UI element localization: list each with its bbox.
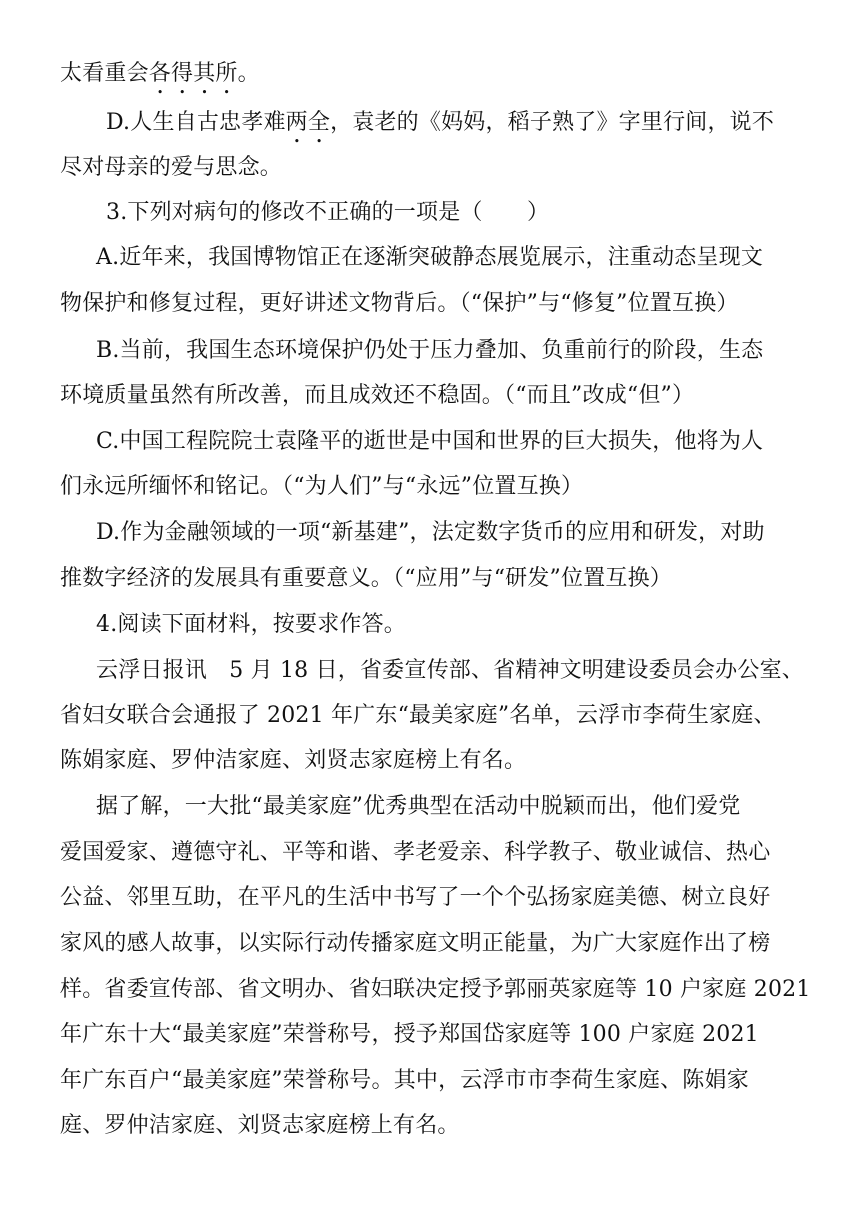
question-3-option-c-line-2: 们永远所缅怀和铭记。（“为人们”与“永远”位置互换）	[60, 474, 584, 499]
question-4-stem: 4.阅读下面材料，按要求作答。	[96, 612, 406, 637]
item-d-line-2: 尽对母亲的爱与思念。	[60, 155, 283, 180]
passage-p2-line-3: 公益、邻里互助，在平凡的生活中书写了一个个弘扬家庭美德、树立良好	[60, 885, 771, 910]
question-3-option-c-line-1: C.中国工程院院士袁隆平的逝世是中国和世界的巨大损失，他将为人	[96, 429, 764, 454]
item-c-tail-dotted: 各得其所	[148, 61, 238, 86]
question-3-option-b-line-2: 环境质量虽然有所改善，而且成效还不稳固。（“而且”改成“但”）	[60, 383, 695, 408]
passage-p1-line-3: 陈娟家庭、罗仲洁家庭、刘贤志家庭榜上有名。	[60, 748, 527, 773]
question-3-stem: 3.下列对病句的修改不正确的一项是（ ）	[106, 200, 550, 225]
item-c-tail-pre: 太看重会	[60, 61, 149, 86]
question-3-option-d-line-2: 推数字经济的发展具有重要意义。（“应用”与“研发”位置互换）	[60, 566, 672, 591]
passage-p1-line-1: 云浮日报讯 5 月 18 日，省委宣传部、省精神文明建设委员会办公室、	[96, 658, 804, 683]
item-d-line1-dotted: 两全	[285, 110, 331, 135]
item-d-line-1	[106, 108, 774, 148]
item-d-line1-pre: D.人生自古忠孝难	[106, 110, 286, 135]
item-c-tail-post: 。	[237, 61, 260, 86]
question-3-option-d-line-1: D.作为金融领域的一项“新基建”，法定数字货币的应用和研发，对助	[96, 520, 765, 545]
passage-p2-line-1: 据了解，一大批“最美家庭”优秀典型在活动中脱颖而出，他们爱党	[96, 794, 741, 819]
passage-p2-line-4: 家风的感人故事，以实际行动传播家庭文明正能量，为广大家庭作出了榜	[60, 931, 771, 956]
passage-p2-line-6: 年广东十大“最美家庭”荣誉称号，授予郑国岱家庭等 100 户家庭 2021	[60, 1022, 759, 1047]
passage-p2-line-5: 样。省委宣传部、省文明办、省妇联决定授予郭丽英家庭等 10 户家庭 2021	[60, 977, 811, 1002]
question-3-option-a-line-1: A.近年来，我国博物馆正在逐渐突破静态展览展示，注重动态呈现文	[96, 245, 764, 270]
passage-p2-line-7: 年广东百户“最美家庭”荣誉称号。其中，云浮市市李荷生家庭、陈娟家	[60, 1068, 749, 1093]
question-3-option-a-line-2: 物保护和修复过程，更好讲述文物背后。（“保护”与“修复”位置互换）	[60, 291, 739, 316]
question-3-option-b-line-1: B.当前，我国生态环境保护仍处于压力叠加、负重前行的阶段，生态	[96, 338, 764, 363]
item-d-line1-post: ，袁老的《妈妈，稻子熟了》字里行间，说不	[330, 110, 775, 135]
passage-p2-line-8: 庭、罗仲洁家庭、刘贤志家庭榜上有名。	[60, 1113, 460, 1138]
item-c-tail-line	[60, 59, 260, 99]
passage-p2-line-2: 爱国爱家、遵德守礼、平等和谐、孝老爱亲、科学教子、敬业诚信、热心	[60, 840, 771, 865]
passage-p1-line-2: 省妇女联合会通报了 2021 年广东“最美家庭”名单，云浮市李荷生家庭、	[60, 703, 776, 728]
